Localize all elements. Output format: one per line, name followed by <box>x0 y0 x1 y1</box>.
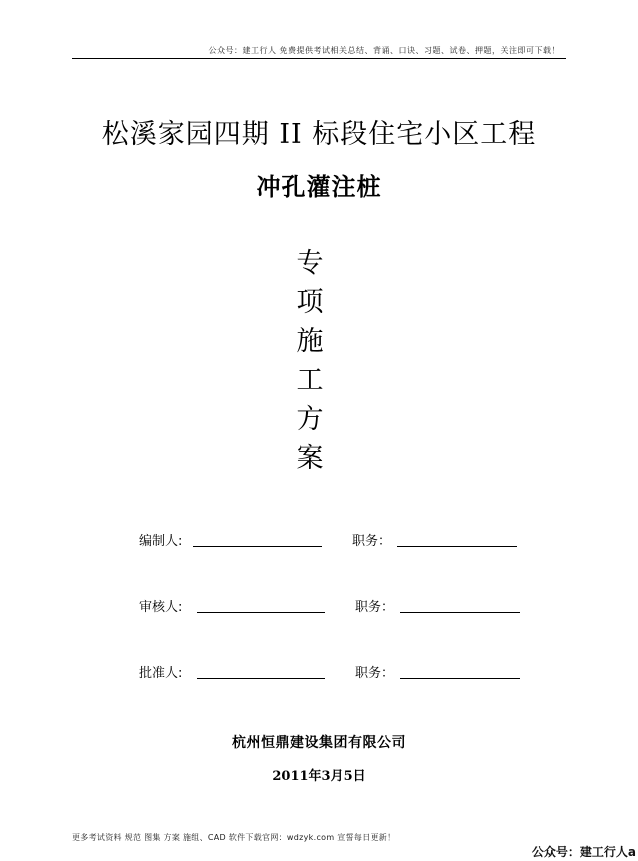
vertical-title-char: 项 <box>296 287 324 318</box>
approver-position-line[interactable] <box>400 678 520 679</box>
compiler-position-line[interactable] <box>397 546 517 547</box>
compiler-label: 编制人: <box>139 534 183 549</box>
approver-signature-line[interactable] <box>197 678 325 679</box>
page-footer-text: 更多考试资料 规范 图集 方案 施组、CAD 软件下载官网：wdzyk.com 宣誓每日更新！ <box>72 833 396 842</box>
vertical-title-char: 专 <box>296 248 324 279</box>
header-divider <box>72 58 566 59</box>
vertical-title-char: 案 <box>296 443 324 474</box>
reviewer-signature-line[interactable] <box>197 612 325 613</box>
reviewer-position-label: 职务： <box>355 600 395 615</box>
reviewer-position-line[interactable] <box>400 612 520 613</box>
signature-row-compiler <box>0 531 638 553</box>
vertical-title <box>290 244 330 478</box>
approver-label: 批准人: <box>139 666 183 681</box>
document-subtitle: 冲孔灌注桩 <box>256 173 382 201</box>
signature-row-reviewer <box>0 597 638 619</box>
vertical-title-char: 方 <box>296 404 324 435</box>
vertical-title-char: 施 <box>296 326 324 357</box>
vertical-title-char: 工 <box>296 365 324 396</box>
reviewer-label: 审核人: <box>139 600 183 615</box>
page-header-text: 公众号：建工行人 免费提供考试相关总结、背诵、口诀、习题、试卷、押题，关注即可下载！ <box>208 46 560 55</box>
company-name: 杭州恒鼎建设集团有限公司 <box>232 735 406 751</box>
approver-position-label: 职务： <box>355 666 395 681</box>
compiler-signature-line[interactable] <box>193 546 322 547</box>
watermark-text: 公众号：建工行人a <box>531 845 636 859</box>
signature-row-approver <box>0 663 638 685</box>
compiler-position-label: 职务： <box>352 534 392 549</box>
document-title: 松溪家园四期 II 标段住宅小区工程 <box>101 119 537 150</box>
document-date: 2011年3月5日 <box>272 769 366 784</box>
